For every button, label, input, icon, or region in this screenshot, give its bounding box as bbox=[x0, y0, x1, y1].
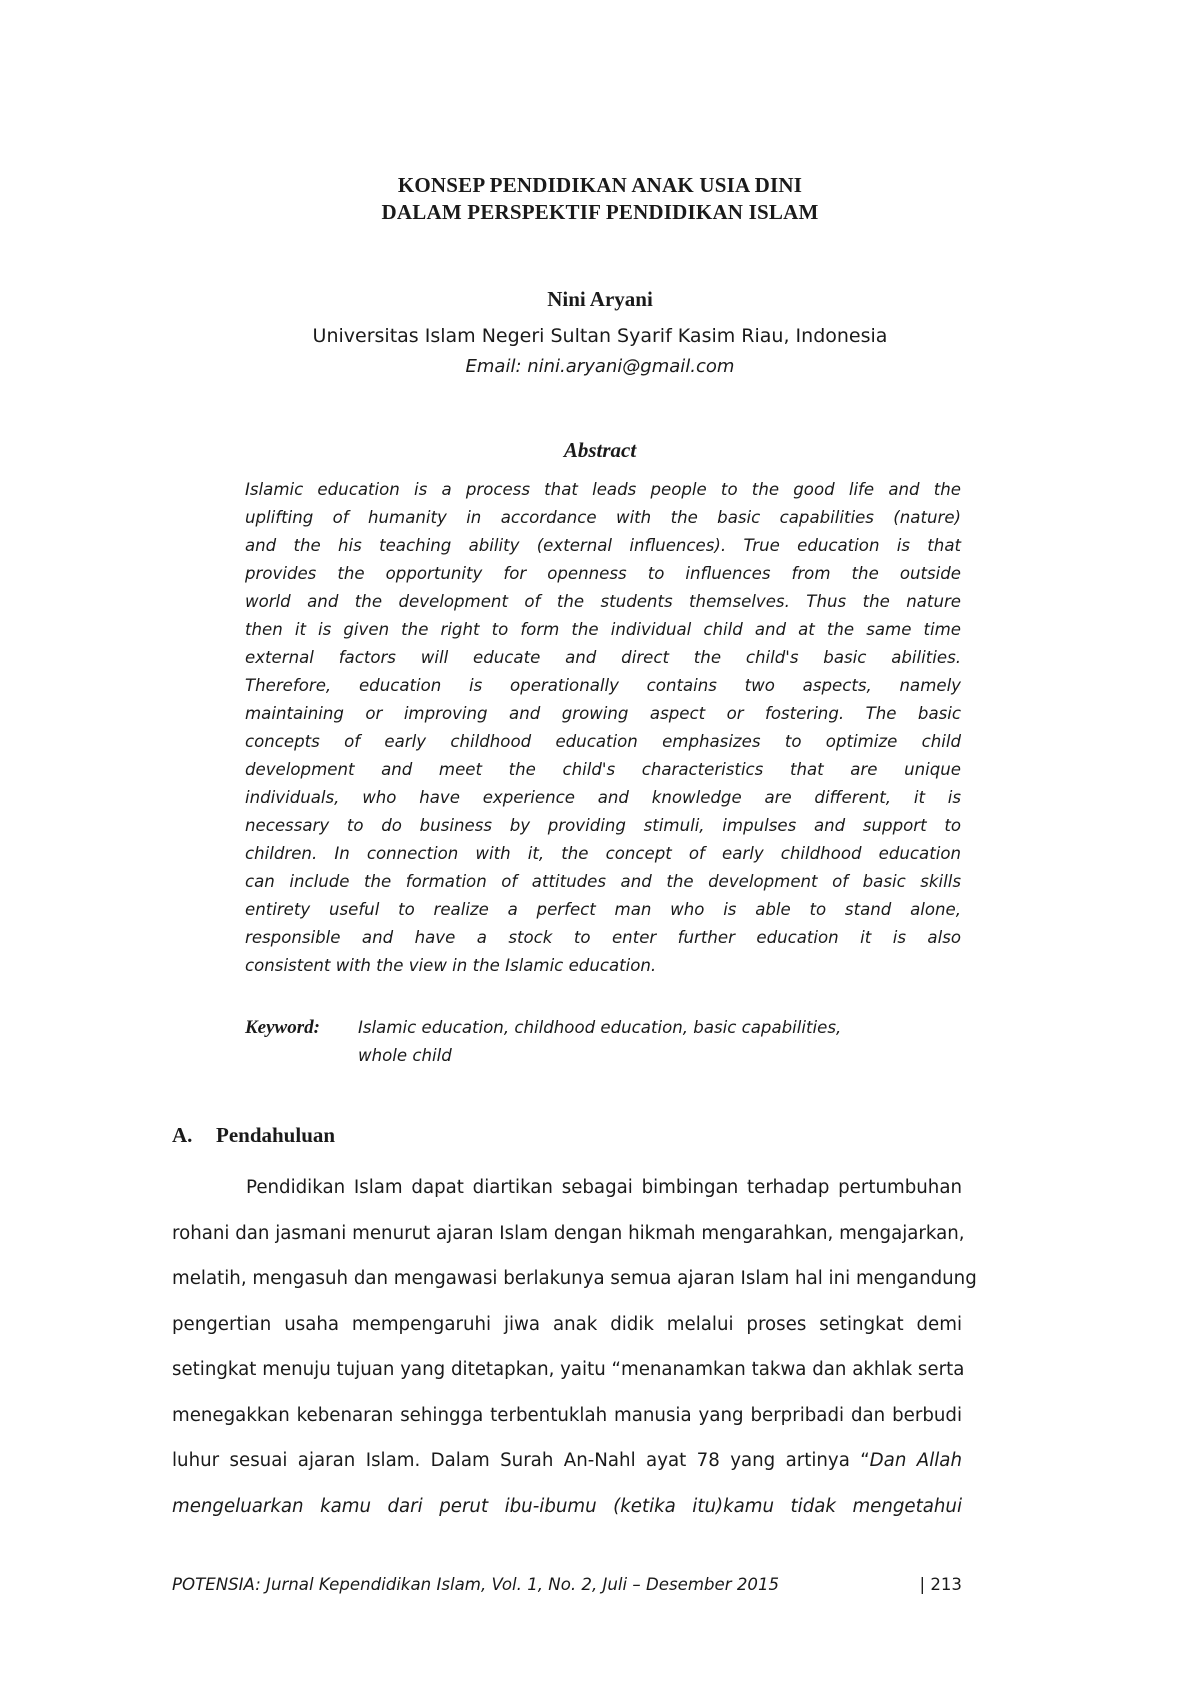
abstract-line: development and meet the child's characteristics that are unique bbox=[245, 760, 961, 779]
abstract-line: necessary to do business by providing stimuli, impulses and support to bbox=[245, 816, 961, 835]
abstract-line: responsible and have a stock to enter further education it is also bbox=[245, 928, 961, 947]
article-title-line-2: DALAM PERSPEKTIF PENDIDIKAN ISLAM bbox=[381, 200, 819, 224]
abstract-line: can include the formation of attitudes and the development of basic skills bbox=[245, 872, 961, 891]
body-line: setingkat menuju tujuan yang ditetapkan, yaitu “menanamkan takwa dan akhlak serta bbox=[172, 1359, 965, 1380]
body-line: melatih, mengasuh dan mengawasi berlakunya semua ajaran Islam hal ini mengandung bbox=[172, 1268, 977, 1289]
abstract-line: uplifting of humanity in accordance with the basic capabilities (nature) bbox=[245, 508, 961, 527]
abstract-line: maintaining or improving and growing aspect or fostering. The basic bbox=[245, 704, 961, 723]
abstract-line: entirety useful to realize a perfect man who is able to stand alone, bbox=[245, 900, 961, 919]
abstract-heading: Abstract bbox=[563, 438, 637, 462]
quote-italic-line: mengeluarkan kamu dari perut ibu-ibumu (ketika itu)kamu tidak mengetahui bbox=[172, 1495, 962, 1517]
author-email: Email: nini.aryani@gmail.com bbox=[465, 356, 735, 377]
author-affiliation: Universitas Islam Negeri Sultan Syarif Kasim Riau, Indonesia bbox=[312, 325, 888, 347]
abstract-line: external factors will educate and direct the child's basic abilities. bbox=[245, 648, 961, 667]
keyword-label: Keyword: bbox=[245, 1017, 320, 1038]
body-line: pengertian usaha mempengaruhi jiwa anak didik melalui proses setingkat demi bbox=[172, 1313, 962, 1335]
quote-italic: Dan Allah bbox=[869, 1450, 962, 1471]
section-heading bbox=[172, 1123, 335, 1148]
abstract-line: concepts of early childhood education emphasizes to optimize child bbox=[245, 732, 961, 751]
abstract-line: world and the development of the students themselves. Thus the nature bbox=[245, 592, 961, 611]
body-line-with-quote bbox=[172, 1438, 962, 1484]
abstract-line: individuals, who have experience and knowledge are different, it is bbox=[245, 788, 961, 807]
abstract-line: Therefore, education is operationally contains two aspects, namely bbox=[245, 676, 961, 695]
author-name: Nini Aryani bbox=[547, 287, 653, 311]
keyword-line-1: Islamic education, childhood education, basic capabilities, bbox=[358, 1018, 842, 1037]
abstract-line: then it is given the right to form the individual child and at the same time bbox=[245, 620, 961, 639]
page-footer bbox=[172, 1573, 962, 1597]
body-line: Pendidikan Islam dapat diartikan sebagai bimbingan terhadap pertumbuhan bbox=[246, 1177, 962, 1198]
body-line: rohani dan jasmani menurut ajaran Islam dengan hikmah mengarahkan, mengajarkan, bbox=[172, 1222, 965, 1244]
article-title-line-1: KONSEP PENDIDIKAN ANAK USIA DINI bbox=[397, 173, 803, 197]
keyword-list bbox=[358, 1014, 962, 1070]
body-line-italic bbox=[172, 1484, 962, 1530]
abstract-line: Islamic education is a process that leads people to the good life and the bbox=[245, 480, 961, 499]
abstract-line: consistent with the view in the Islamic education. bbox=[245, 956, 657, 975]
abstract-line: and the his teaching ability (external influences). True education is that bbox=[245, 536, 961, 555]
abstract-body bbox=[245, 476, 961, 980]
abstract-line: provides the opportunity for openness to influences from the outside bbox=[245, 564, 961, 583]
body-line-text: luhur sesuai ajaran Islam. Dalam Surah An-Nahl ayat 78 yang artinya “ bbox=[172, 1450, 870, 1471]
journal-citation: POTENSIA: Jurnal Kependidikan Islam, Vol. 1, No. 2, Juli – Desember 2015 bbox=[172, 1575, 780, 1594]
section-body bbox=[172, 1165, 977, 1529]
section-number: A. bbox=[172, 1123, 193, 1147]
section-title: Pendahuluan bbox=[216, 1123, 336, 1147]
body-line: menegakkan kebenaran sehingga terbentuklah manusia yang berpribadi dan berbudi bbox=[172, 1404, 962, 1426]
keyword-line-2: whole child bbox=[358, 1046, 452, 1065]
page-number: | 213 bbox=[919, 1575, 962, 1594]
abstract-line: children. In connection with it, the concept of early childhood education bbox=[245, 844, 961, 863]
